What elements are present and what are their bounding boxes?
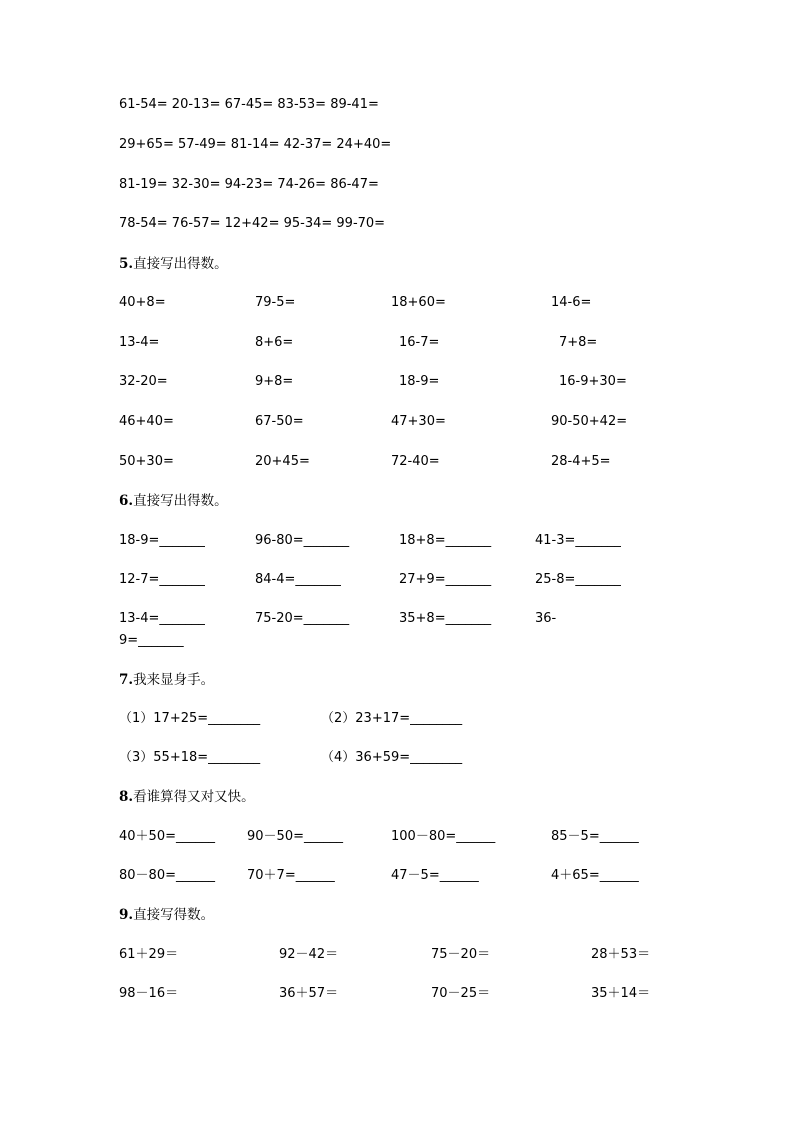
problem: 4＋65=______: [551, 868, 639, 883]
s6-row-3-wrap: [0, 631, 793, 651]
problem: 27+9=_______: [399, 572, 492, 587]
problem: 79-5=: [255, 295, 296, 310]
problem: 40＋50=______: [119, 829, 215, 844]
problem: 18+60=: [391, 295, 446, 310]
s5-row-2: [0, 333, 793, 353]
problem: 92－42＝: [279, 947, 339, 962]
problem: 14-6=: [551, 295, 592, 310]
problem: 35+8=_______: [399, 611, 492, 626]
problem: 12-7=_______: [119, 572, 205, 587]
s5-number: 5.: [119, 256, 134, 272]
s4-row-text: 81-19= 32-30= 94-23= 74-26= 86-47=: [119, 177, 379, 192]
problem: 20+45=: [255, 454, 310, 469]
problem: 28-4+5=: [551, 454, 611, 469]
problem: 16-7=: [399, 335, 440, 350]
problem: 36-: [535, 611, 557, 626]
s8-row-2: [0, 866, 793, 886]
problem: 7+8=: [559, 335, 598, 350]
problem: 47－5=______: [391, 868, 479, 883]
problem: 9+8=: [255, 374, 294, 389]
s5-row-5: [0, 452, 793, 472]
s9-heading: [0, 905, 793, 925]
s8-row-1: [0, 827, 793, 847]
problem: 47+30=: [391, 414, 446, 429]
s9-row-2: [0, 984, 793, 1004]
problem: 98－16＝: [119, 986, 179, 1001]
problem: 70＋7=______: [247, 868, 335, 883]
problem: 80－80=______: [119, 868, 215, 883]
problem: 8+6=: [255, 335, 294, 350]
problem-wrap: 9=_______: [119, 633, 184, 648]
s4-row-3: [0, 175, 793, 195]
s9-number: 9.: [119, 907, 134, 923]
s5-title: 直接写出得数。: [133, 256, 228, 272]
problem: 75-20=_______: [255, 611, 350, 626]
s4-row-2: [0, 135, 793, 155]
problem: 75－20＝: [431, 947, 491, 962]
s4-row-1: [0, 95, 793, 115]
s6-heading: [0, 491, 793, 511]
problem: 28＋53＝: [591, 947, 651, 962]
s8-number: 8.: [119, 789, 134, 805]
problem: 61＋29＝: [119, 947, 179, 962]
problem: 13-4=_______: [119, 611, 205, 626]
problem: 18-9=_______: [119, 533, 205, 548]
problem: 40+8=: [119, 295, 166, 310]
s7-row-1: [0, 709, 793, 729]
problem: 46+40=: [119, 414, 174, 429]
s5-heading: [0, 254, 793, 274]
s7-number: 7.: [119, 672, 134, 688]
s4-row-text: 29+65= 57-49= 81-14= 42-37= 24+40=: [119, 137, 392, 152]
problem: 25-8=_______: [535, 572, 621, 587]
problem: （4）36+59=________: [321, 750, 463, 765]
s4-row-text: 78-54= 76-57= 12+42= 95-34= 99-70=: [119, 216, 386, 231]
problem: 85－5=______: [551, 829, 639, 844]
s8-heading: [0, 787, 793, 807]
s7-title: 我来显身手。: [133, 672, 215, 688]
problem: 32-20=: [119, 374, 168, 389]
s8-title: 看谁算得又对又快。: [133, 789, 255, 805]
problem: 13-4=: [119, 335, 160, 350]
s5-row-3: [0, 372, 793, 392]
problem: 90-50+42=: [551, 414, 628, 429]
s6-number: 6.: [119, 493, 134, 509]
problem: （1）17+25=________: [119, 711, 261, 726]
problem: 16-9+30=: [559, 374, 627, 389]
s5-row-1: [0, 293, 793, 313]
s5-row-4: [0, 412, 793, 432]
s6-title: 直接写出得数。: [133, 493, 228, 509]
problem: 70－25＝: [431, 986, 491, 1001]
s4-row-text: 61-54= 20-13= 67-45= 83-53= 89-41=: [119, 97, 379, 112]
s4-row-4: [0, 214, 793, 234]
s9-title: 直接写得数。: [133, 907, 215, 923]
problem: 18-9=: [399, 374, 440, 389]
s9-row-1: [0, 945, 793, 965]
s6-row-1: [0, 531, 793, 551]
problem: （2）23+17=________: [321, 711, 463, 726]
problem: 67-50=: [255, 414, 304, 429]
s7-heading: [0, 670, 793, 690]
problem: （3）55+18=________: [119, 750, 261, 765]
s7-row-2: [0, 748, 793, 768]
s6-row-2: [0, 570, 793, 590]
problem: 18+8=_______: [399, 533, 492, 548]
problem: 72-40=: [391, 454, 440, 469]
problem: 50+30=: [119, 454, 174, 469]
problem: 90－50=______: [247, 829, 343, 844]
problem: 41-3=_______: [535, 533, 621, 548]
problem: 84-4=_______: [255, 572, 341, 587]
problem: 36＋57＝: [279, 986, 339, 1001]
problem: 96-80=_______: [255, 533, 350, 548]
problem: 100－80=______: [391, 829, 496, 844]
problem: 35＋14＝: [591, 986, 651, 1001]
s6-row-3: [0, 609, 793, 629]
